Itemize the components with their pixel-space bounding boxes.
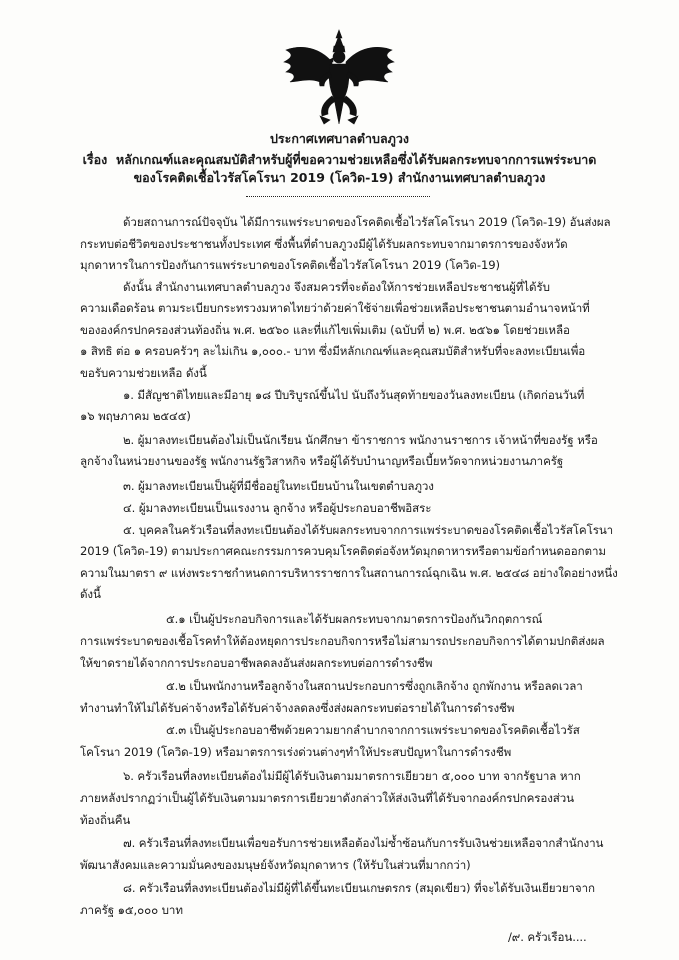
subject-label: เรื่อง bbox=[82, 152, 108, 167]
body-line: ๔. ผู้มาลงทะเบียนเป็นแรงงาน ลูกจ้าง หรือผู้ประกอบอาชีพอิสระ bbox=[123, 501, 432, 515]
dotted-divider bbox=[246, 196, 430, 197]
body-line: ๑. มีสัญชาติไทยและมีอายุ ๑๘ ปีบริบูรณ์ขึ้นไป นับถึงวันสุดท้ายของวันลงทะเบียน (เกิดก่อนวันที่ bbox=[123, 388, 585, 402]
body-line: ขององค์กรปกครองส่วนท้องถิ่น พ.ศ. ๒๕๖๐ และที่แก้ไขเพิ่มเติม (ฉบับที่ ๒) พ.ศ. ๒๕๖๑ โดยช่วยเหลือ bbox=[80, 323, 570, 337]
body-line: ความในมาตรา ๙ แห่งพระราชกำหนดการบริหารราชการในสถานการณ์ฉุกเฉิน พ.ศ. ๒๕๔๘ อย่างใดอย่างหนึ่ง bbox=[80, 566, 618, 580]
body-line: ท้องถิ่นคืน bbox=[80, 813, 131, 827]
body-line: มุกดาหารในการป้องกันการแพร่ระบาดของโรคติดเชื้อไวรัสโคโรนา 2019 (โควิด-19) bbox=[80, 258, 500, 272]
body-line: ด้วยสถานการณ์ปัจจุบัน ได้มีการแพร่ระบาดของโรคติดเชื้อไวรัสโคโรนา 2019 (โควิด-19) อันส่งผล bbox=[123, 215, 611, 229]
body-line: ให้ขาดรายได้จากการประกอบอาชีพลดลงอันส่งผลกระทบต่อการดำรงชีพ bbox=[80, 656, 433, 670]
body-line: ๑ สิทธิ ต่อ ๑ ครอบครัวๆ ละไม่เกิน ๑,๐๐๐.- บาท ซึ่งมีหลักเกณฑ์และคุณสมบัติสำหรับที่จะลงทะเบียนเพื่อ bbox=[80, 344, 586, 358]
garuda-emblem-icon bbox=[280, 28, 398, 128]
body-line: ๗. ครัวเรือนที่ลงทะเบียนเพื่อขอรับการช่วยเหลือต้องไม่ซ้ำซ้อนกับการรับเงินช่วยเหลือจากสำนักงาน bbox=[123, 836, 604, 850]
body-line: ๕.๑ เป็นผู้ประกอบกิจการและได้รับผลกระทบจากมาตรการป้องกันวิกฤตการณ์ bbox=[166, 612, 543, 626]
body-line: พัฒนาสังคมและความมั่นคงของมนุษย์จังหวัดมุกดาหาร (ให้รับในส่วนที่มากกว่า) bbox=[80, 858, 471, 872]
continuation-note: /๙. ครัวเรือน.... bbox=[508, 930, 587, 944]
announcement-title: ประกาศเทศบาลตำบลภูวง bbox=[269, 131, 410, 146]
body-line: กระทบต่อชีวิตของประชาชนทั้งประเทศ ซึ่งพื้นที่ตำบลภูวงมีผู้ได้รับผลกระทบจากมาตรการของจังหวัด bbox=[80, 237, 568, 251]
body-line: ความเดือดร้อน ตามระเบียบกระทรวงมหาดไทยว่าด้วยค่าใช้จ่ายเพื่อช่วยเหลือประชาชนตามอำนาจหน้าที่ bbox=[80, 301, 590, 315]
body-line: ภาครัฐ ๑๕,๐๐๐ บาท bbox=[80, 903, 183, 917]
body-line: ๕.๒ เป็นพนักงานหรือลูกจ้างในสถานประกอบการซึ่งถูกเลิกจ้าง ถูกพักงาน หรือลดเวลา bbox=[166, 679, 583, 693]
body-line: ๕.๓ เป็นผู้ประกอบอาชีพด้วยความยากลำบากจากการแพร่ระบาดของโรคติดเชื้อไวรัส bbox=[166, 723, 580, 737]
body-line: โคโรนา 2019 (โควิด-19) หรือมาตรการเร่งด่วนต่างๆทำให้ประสบปัญหาในการดำรงชีพ bbox=[80, 745, 512, 759]
body-line: ๓. ผู้มาลงทะเบียนเป็นผู้ที่มีชื่ออยู่ในทะเบียนบ้านในเขตตำบลภูวง bbox=[123, 479, 434, 493]
body-line: ดังนั้น สำนักงานเทศบาลตำบลภูวง จึงสมควรที่จะต้องให้การช่วยเหลือประชาชนผู้ที่ได้รับ bbox=[123, 280, 550, 294]
body-line: ๑๖ พฤษภาคม ๒๕๔๕) bbox=[80, 409, 191, 423]
body-line: ๕. บุคคลในครัวเรือนที่ลงทะเบียนต้องได้รับผลกระทบจากการแพร่ระบาดของโรคติดเชื้อไวรัสโคโรนา bbox=[123, 523, 614, 537]
body-line: ภายหลังปรากฏว่าเป็นผู้ได้รับเงินตามมาตรการเยียวยาดังกล่าวให้ส่งเงินที่ได้รับจากองค์กรปกครองส่วน bbox=[80, 791, 574, 805]
body-line: ๘. ครัวเรือนที่ลงทะเบียนต้องไม่มีผู้ที่ได้ขึ้นทะเบียนเกษตรกร (สมุดเขียว) ที่จะได้รับเงินเยียวยาจาก bbox=[123, 881, 595, 895]
body-line: ๒. ผู้มาลงทะเบียนต้องไม่เป็นนักเรียน นักศึกษา ข้าราชการ พนักงานราชการ เจ้าหน้าที่ของรัฐ หรือ bbox=[123, 433, 598, 447]
body-line: ขอรับความช่วยเหลือ ดังนี้ bbox=[80, 366, 207, 380]
body-line: การแพร่ระบาดของเชื้อโรคทำให้ต้องหยุดการประกอบกิจการหรือไม่สามารถประกอบกิจการได้ตามปกติส่งผล bbox=[80, 634, 605, 648]
body-line: ๖. ครัวเรือนที่ลงทะเบียนต้องไม่มีผู้ได้รับเงินตามมาตรการเยียวยา ๕,๐๐๐ บาท จากรัฐบาล หาก bbox=[123, 769, 581, 783]
body-line: 2019 (โควิด-19) ตามประกาศคณะกรรมการควบคุมโรคติดต่อจังหวัดมุกดาหารหรือตามข้อกำหนดออกตาม bbox=[80, 544, 606, 558]
subject-text-1: หลักเกณฑ์และคุณสมบัติสำหรับผู้ที่ขอความช่วยเหลือซึ่งได้รับผลกระทบจากการแพร่ระบาด bbox=[115, 152, 597, 167]
body-line: ทำงานทำให้ไม่ได้รับค่าจ้างหรือได้รับค่าจ้างลดลงซึ่งส่งผลกระทบต่อรายได้ในการดำรงชีพ bbox=[80, 701, 515, 715]
body-line: ดังนี้ bbox=[80, 587, 101, 601]
subject-line-1 bbox=[30, 151, 649, 169]
body-line: ลูกจ้างในหน่วยงานของรัฐ พนักงานรัฐวิสาหกิจ หรือผู้ได้รับบำนาญหรือเบี้ยหวัดจากหน่วยงานภาครัฐ bbox=[80, 454, 564, 468]
subject-line-2: ของโรคติดเชื้อไวรัสโคโรนา 2019 (โควิด-19) สำนักงานเทศบาลตำบลภูวง bbox=[133, 170, 546, 185]
